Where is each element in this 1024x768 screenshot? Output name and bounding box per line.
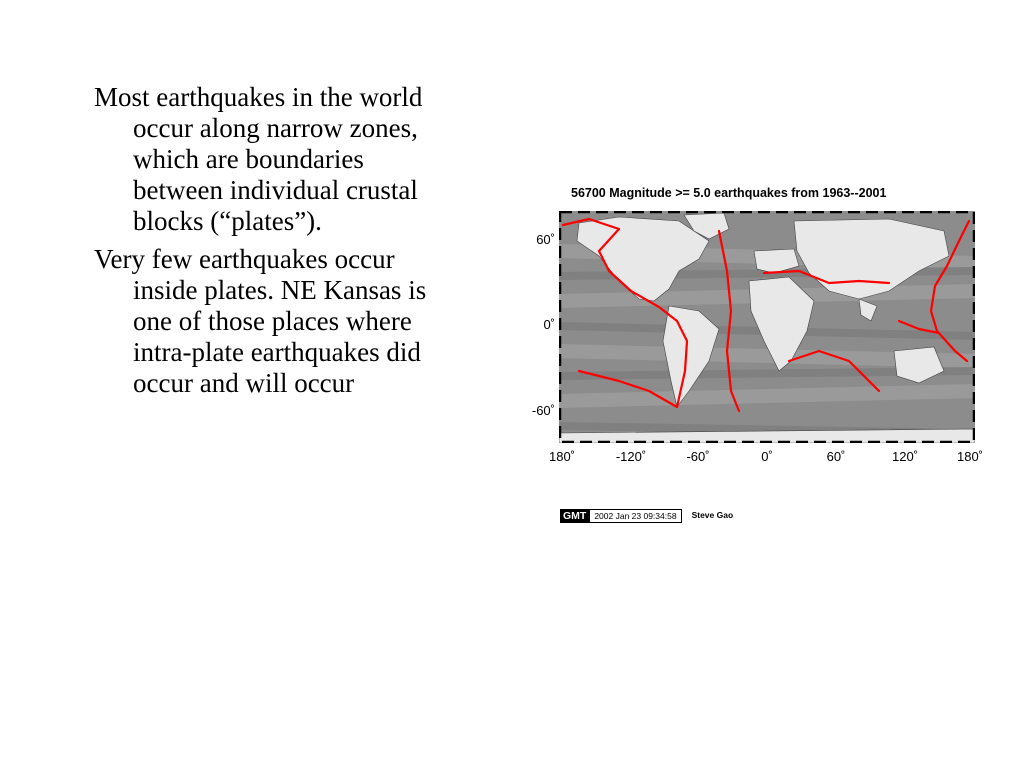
seismicity-map — [559, 211, 975, 443]
lon-label-60w: -60˚ — [686, 449, 710, 464]
gmt-logo: GMT — [560, 509, 589, 523]
lon-label-180w: 180˚ — [548, 449, 576, 464]
gmt-timestamp — [560, 509, 733, 523]
bullet-list — [94, 82, 444, 406]
lat-label-0: 0˚ — [543, 317, 555, 332]
lon-label-60e: 60˚ — [826, 449, 846, 464]
timestamp-date: 2002 Jan 23 09:34:58 — [589, 509, 681, 523]
lon-label-120w: -120˚ — [615, 449, 647, 464]
bullet-intraplate: Very few earthquakes occur inside plates. NE Kansas is one of those places where intra-plate earthquakes did occur and will occur — [94, 244, 427, 398]
lon-label-0: 0˚ — [761, 449, 773, 464]
bullet-plate-boundaries: Most earthquakes in the world occur along narrow zones, which are boundaries between individual crustal blocks (“plates”). — [94, 82, 423, 236]
lon-label-180e: 180˚ — [956, 449, 984, 464]
timestamp-author: Steve Gao — [691, 510, 734, 520]
map-title: 56700 Magnitude >= 5.0 earthquakes from 1963--2001 — [571, 186, 887, 200]
lat-label-60n: 60˚ — [536, 232, 555, 247]
lat-label-60s: -60˚ — [531, 403, 555, 418]
lon-label-120e: 120˚ — [891, 449, 919, 464]
earthquake-map-figure — [515, 178, 995, 528]
